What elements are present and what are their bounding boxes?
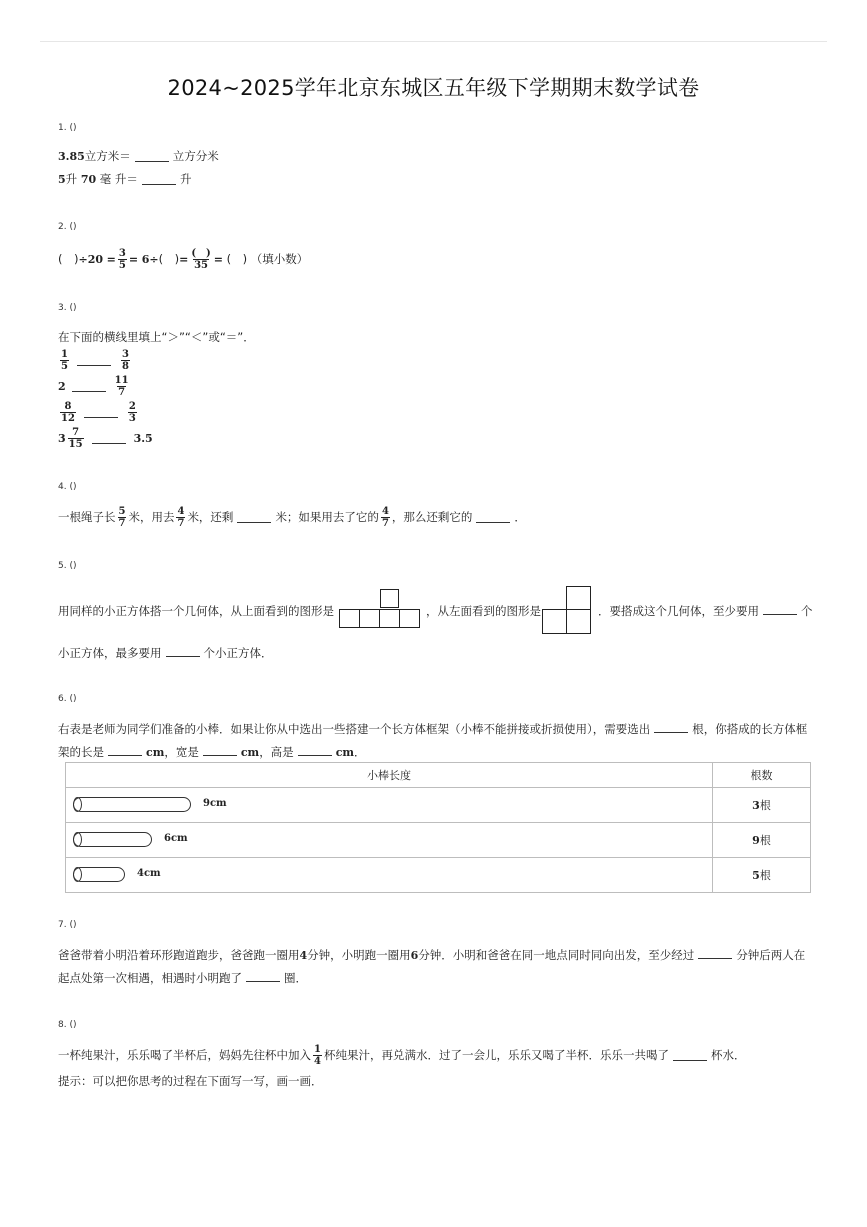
question-7-line-2: 起点处第一次相遇，相遇时小明跑了 圈． bbox=[58, 971, 307, 985]
fraction: $\frac{( )}{35}$ bbox=[191, 247, 211, 271]
question-1-number: 1. () bbox=[58, 123, 77, 133]
stick-image bbox=[73, 832, 152, 847]
equals: = bbox=[128, 252, 139, 266]
question-6-number: 6. () bbox=[58, 694, 77, 704]
question-6-line-1: 右表是老师为同学们准备的小棒．如果让你从中选出一些搭建一个长方体框架（小棒不能拼接或折损使用），需要选出 根，你搭成的长方体框 bbox=[58, 722, 808, 736]
text: 升 bbox=[179, 172, 192, 186]
table-header-row bbox=[66, 763, 811, 788]
fraction: $\frac{5}{7}$ bbox=[118, 505, 126, 529]
value: 5 bbox=[58, 172, 66, 186]
answer-blank[interactable] bbox=[698, 948, 732, 959]
question-8-number: 8. () bbox=[58, 1020, 77, 1030]
answer-blank[interactable] bbox=[166, 646, 200, 657]
text: 立方分米 bbox=[172, 149, 219, 163]
answer-blank[interactable] bbox=[72, 381, 106, 392]
count-cell: 3根 bbox=[713, 788, 811, 823]
compare-row-2 bbox=[58, 373, 132, 399]
question-5-text-1: 用同样的小正方体搭一个几何体，从上面看到的图形是 bbox=[58, 604, 334, 618]
question-8-text: 一杯纯果汁，乐乐喝了半杯后，妈妈先往杯中加入 $\frac{1}{4}$ 杯纯果汁，再兑满水．过了一会儿，乐乐又喝了半杯．乐乐一共喝了 杯水． bbox=[58, 1043, 746, 1067]
answer-blank[interactable] bbox=[84, 407, 118, 418]
question-5-text-3: ．要搭成这个几何体，至少要用 个 bbox=[598, 604, 813, 618]
stick-cell bbox=[66, 823, 713, 858]
paren: ( ) bbox=[158, 252, 180, 266]
stick-cell bbox=[66, 858, 713, 893]
question-4-number: 4. () bbox=[58, 482, 77, 492]
fraction: $\frac{1}{5}$ bbox=[61, 348, 68, 372]
stick-image bbox=[73, 797, 191, 812]
text: 米，用去 bbox=[128, 510, 175, 524]
question-5-text-2: ，从左面看到的图形是 bbox=[426, 604, 541, 618]
value: 3.5 bbox=[133, 431, 153, 445]
column-header: 小棒长度 bbox=[66, 763, 713, 788]
fraction: $\frac{2}{3}$ bbox=[128, 400, 136, 424]
question-3-intro: 在下面的横线里填上“＞”“＜”或“＝”． bbox=[58, 330, 255, 344]
stick-cell bbox=[66, 788, 713, 823]
op: ÷ bbox=[149, 252, 159, 266]
fraction: $\frac{8}{12}$ bbox=[61, 400, 75, 424]
fraction: $\frac{3}{5}$ bbox=[118, 247, 126, 271]
count-cell: 5根 bbox=[713, 858, 811, 893]
question-5-line-2: 小正方体，最多要用 个小正方体． bbox=[58, 646, 273, 660]
text: ． bbox=[514, 510, 526, 524]
table-row bbox=[66, 858, 811, 893]
question-3-number: 3. () bbox=[58, 303, 77, 313]
column-header: 根数 bbox=[713, 763, 811, 788]
equals: = bbox=[179, 252, 189, 266]
answer-blank[interactable] bbox=[142, 174, 176, 185]
question-1-line-1 bbox=[58, 144, 219, 168]
question-4-text bbox=[58, 503, 526, 531]
op: ÷ bbox=[78, 252, 88, 266]
answer-blank[interactable] bbox=[246, 971, 280, 982]
paren: ( ) bbox=[58, 252, 79, 266]
equals: = bbox=[213, 252, 223, 266]
answer-blank[interactable] bbox=[476, 512, 510, 523]
value: 70 bbox=[80, 172, 97, 186]
text: 米，还剩 bbox=[187, 510, 234, 524]
answer-blank[interactable] bbox=[237, 512, 271, 523]
question-2-equation bbox=[58, 245, 308, 273]
paren: ( ) bbox=[226, 252, 248, 266]
question-1-line-2 bbox=[58, 167, 191, 191]
question-7-number: 7. () bbox=[58, 920, 77, 930]
fraction: $\frac{7}{15}$ bbox=[68, 426, 83, 450]
fraction: $\frac{3}{8}$ bbox=[121, 348, 129, 372]
equals: = bbox=[106, 252, 116, 266]
answer-blank[interactable] bbox=[298, 745, 332, 756]
answer-blank[interactable] bbox=[654, 722, 688, 733]
answer-blank[interactable] bbox=[77, 355, 111, 366]
text: 毫 升＝ bbox=[99, 172, 138, 186]
stick-image bbox=[73, 867, 125, 882]
value: 3.85 bbox=[58, 149, 85, 163]
question-8-hint: 提示：可以把你思考的过程在下面写一写，画一画． bbox=[58, 1074, 323, 1088]
answer-blank[interactable] bbox=[108, 745, 142, 756]
fraction: $\frac{4}{7}$ bbox=[381, 505, 389, 529]
compare-row-4 bbox=[58, 425, 153, 451]
question-5-number: 5. () bbox=[58, 561, 77, 571]
top-divider bbox=[40, 41, 827, 42]
answer-blank[interactable] bbox=[763, 604, 797, 615]
page-title: 2024~2025学年北京东城区五年级下学期期末数学试卷 bbox=[167, 76, 700, 100]
stick-length: 6cm bbox=[164, 833, 188, 844]
question-2-number: 2. () bbox=[58, 222, 77, 232]
stick-length: 4cm bbox=[137, 868, 161, 879]
fraction: $\frac{4}{7}$ bbox=[177, 505, 185, 529]
answer-blank[interactable] bbox=[673, 1050, 707, 1061]
text: ，那么还剩它的 bbox=[391, 510, 473, 524]
question-7-line-1: 爸爸带着小明沿着环形跑道跑步，爸爸跑一圈用4分钟，小明跑一圈用6分钟．小明和爸爸在同一地点同时同向出发，至少经过 分钟后两人在 bbox=[58, 948, 806, 962]
value: 20 bbox=[87, 252, 104, 266]
answer-blank[interactable] bbox=[92, 433, 126, 444]
compare-row-3 bbox=[58, 399, 139, 425]
fraction: $\frac{11}{7}$ bbox=[114, 374, 129, 398]
question-6-line-2: 架的长是 cm，宽是 cm，高是 cm． bbox=[58, 745, 366, 759]
stick-length: 9cm bbox=[203, 798, 227, 809]
answer-blank[interactable] bbox=[203, 745, 237, 756]
answer-blank[interactable] bbox=[135, 151, 169, 162]
value: 2 bbox=[58, 379, 66, 393]
table-row bbox=[66, 823, 811, 858]
table-row bbox=[66, 788, 811, 823]
fraction: $\frac{1}{4}$ bbox=[314, 1043, 321, 1067]
sticks-table bbox=[65, 762, 811, 893]
text: 一根绳子长 bbox=[58, 510, 116, 524]
text: 升 bbox=[65, 172, 78, 186]
count-cell: 9根 bbox=[713, 823, 811, 858]
text: 立方米＝ bbox=[84, 149, 131, 163]
value: 3 bbox=[58, 431, 66, 445]
value: 6 bbox=[141, 252, 150, 266]
compare-row-1 bbox=[58, 347, 132, 373]
note: （填小数） bbox=[250, 252, 309, 266]
text: 米；如果用去了它的 bbox=[275, 510, 379, 524]
